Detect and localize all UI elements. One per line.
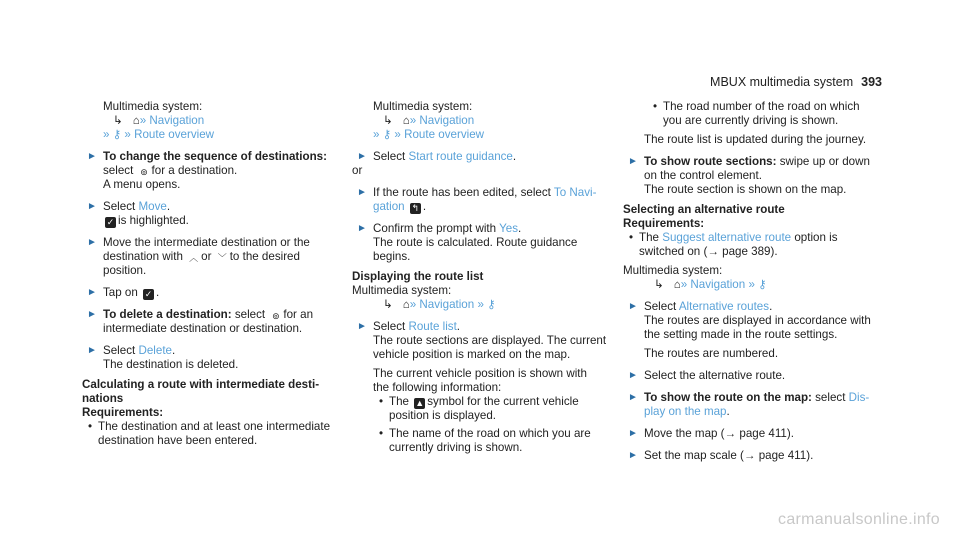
link-navigation[interactable]: Navigation [419, 114, 475, 127]
menu-path-1: ↳ ⌂» Navigation [383, 114, 475, 127]
section-heading-cont: nations [82, 392, 124, 405]
ms-label: Multimedia system: [373, 100, 473, 113]
home-icon: ⌂ [132, 114, 140, 127]
link-start-route-guidance[interactable]: Start route guidance [408, 150, 513, 163]
step-change-sequence: ► To change the sequence of destinations: select ⊚ for a destination. A menu opens. [87, 150, 327, 191]
check-icon: ✓ [106, 217, 115, 227]
ms-label: Multimedia system: [103, 100, 203, 113]
link-move[interactable]: Move [138, 200, 167, 213]
step-tap-on: ► Tap on ✓ . [87, 286, 160, 299]
info-item: • The road number of the road on which you are currently driving is shown. [653, 100, 893, 128]
see-arrow-icon: → [724, 427, 737, 440]
chevron-up-icon: ︿ [189, 253, 199, 263]
menu-path-2 [352, 128, 620, 142]
dropdown-icon: ⊚ [140, 167, 148, 177]
link-route-list[interactable]: Route list [408, 320, 457, 333]
step-select-move: ► Select Move. ✓ is highlighted. [87, 200, 189, 227]
route-icon: ⚷ [112, 128, 122, 141]
section-heading: Displaying the route list [352, 270, 484, 283]
section-heading: Calculating a route with intermediate desti- [82, 378, 320, 391]
step-select-delete: ► Select Delete. The destination is deleted. [87, 344, 239, 371]
step-arrow-icon: ► [357, 321, 367, 332]
link-display-on-map[interactable]: Dis- [848, 391, 870, 404]
step-arrow-icon: ► [87, 151, 97, 162]
route-icon: ⚷ [487, 298, 496, 311]
home-icon: ⌂ [402, 114, 410, 127]
step-arrow-icon: ► [357, 151, 367, 162]
step-show-sections: ► To show route sections: swipe up or down on the control element. The route section is shown on the map. [628, 155, 870, 196]
watermark: carmanualsonline.info [778, 511, 940, 528]
link-suggest-alternative-route[interactable]: Suggest alternative route [662, 231, 792, 244]
vehicle-position-icon: ▲ [415, 398, 425, 408]
link-to-navigation[interactable]: To Navi- [553, 186, 597, 199]
link-alternative-routes[interactable]: Alternative routes [678, 300, 770, 313]
step-map-scale: ► Set the map scale (→ page 411). [628, 449, 814, 462]
forward-icon: » [139, 114, 147, 127]
body-text: The route list is updated during the journey. [644, 133, 867, 146]
info-item: • The ▲ symbol for the current vehicle position is displayed. [379, 395, 620, 423]
forward-icon: » [680, 278, 688, 291]
step-show-on-map: ► To show the route on the map: select Dis- play on the map. [628, 391, 870, 418]
step-arrow-icon: ► [628, 450, 638, 461]
step-confirm: ► Confirm the prompt with Yes. The route is calculated. Route guidance begins. [357, 222, 578, 263]
see-arrow-icon: → [707, 245, 719, 258]
menu-path-2 [82, 128, 344, 142]
link-yes[interactable]: Yes [499, 222, 519, 235]
forward-icon: » [477, 298, 484, 311]
see-arrow-icon: → [743, 449, 756, 462]
step-arrow-icon: ► [628, 428, 638, 439]
step-arrow-icon: ► [87, 345, 97, 356]
requirement-item: • The Suggest alternative route option is switched on (→ page 389). [629, 231, 893, 259]
forward-icon: » [409, 298, 417, 311]
step-arrow-icon: ► [357, 187, 367, 198]
ms-label: Multimedia system: [623, 264, 723, 277]
step-route-list: ► Select Route list. The route sections are displayed. The current vehicle position is marked on the map. The current vehicle position is shown with the following information: • The ▲ symbol for the current vehicle position is displayed. • The name of the road on which you are currently driving is shown. [352, 320, 620, 455]
route-icon: ⚷ [758, 278, 767, 291]
home-icon: ⌂ [673, 278, 681, 291]
step-arrow-icon: ► [87, 287, 97, 298]
column-3 [623, 100, 893, 463]
step-arrow-icon: ► [628, 392, 638, 403]
ms-label: Multimedia system: [352, 284, 452, 297]
column-2 [352, 100, 620, 455]
or-label: or [352, 164, 363, 177]
menu-path: ↳ ⌂» Navigation » ⚷ [654, 278, 767, 291]
forward-icon: » [373, 128, 380, 141]
page-header [710, 75, 882, 89]
requirements-label: Requirements: [623, 217, 705, 230]
step-arrow-icon: ► [87, 201, 97, 212]
requirement-item: • The destination and at least one intermediate destination have been entered. [88, 420, 344, 448]
section-heading: Selecting an alternative route [623, 203, 785, 216]
step-arrow-icon: ► [87, 237, 97, 248]
menu-path-3: ↳ ⌂» Navigation » ⚷ [383, 298, 496, 311]
step-to-navigation: ► If the route has been edited, select To Navi- gation ↰ . [357, 186, 597, 213]
step-arrow-icon: ► [628, 156, 638, 167]
link-navigation[interactable]: Navigation [419, 298, 475, 311]
step-move-destination: ► Move the intermediate destination or the destination with ︿ or ﹀ to the desired position. [87, 236, 310, 277]
step-start-guidance: ► Select Start route guidance. [357, 150, 517, 163]
forward-icon: » [394, 128, 401, 141]
link-route-overview[interactable]: Route overview [404, 128, 485, 141]
step-arrow-icon: ► [628, 301, 638, 312]
step-arrow-icon: ► [628, 370, 638, 381]
link-navigation[interactable]: Navigation [149, 114, 205, 127]
step-alternative-routes: ► Select Alternative routes. The routes are displayed in accordance with the setting made in the route settings. The routes are numbered. [628, 300, 871, 360]
forward-icon: » [124, 128, 131, 141]
column-1 [82, 100, 344, 448]
menu-path-1: ↳ ⌂» Navigation [113, 114, 205, 127]
link-delete[interactable]: Delete [138, 344, 172, 357]
route-icon: ⚷ [382, 128, 392, 141]
step-arrow-icon: ► [87, 309, 97, 320]
link-navigation[interactable]: Navigation [690, 278, 746, 291]
step-move-map: ► Move the map (→ page 411). [628, 427, 794, 440]
requirements-label: Requirements: [82, 406, 164, 419]
home-icon: ⌂ [402, 298, 410, 311]
link-route-overview[interactable]: Route overview [134, 128, 215, 141]
page-number: 393 [861, 75, 882, 89]
forward-icon: » [103, 128, 110, 141]
dropdown-icon: ⊚ [272, 311, 280, 321]
chevron-down-icon: ﹀ [217, 253, 227, 263]
back-arrow-icon: ↰ [411, 203, 420, 213]
check-icon: ✓ [144, 289, 153, 299]
header-title: MBUX multimedia system [710, 75, 854, 89]
step-delete-destination: ► To delete a destination: select ⊚ for an intermediate destination or destination. [87, 308, 314, 335]
forward-icon: » [748, 278, 755, 291]
step-select-alternative: ► Select the alternative route. [628, 369, 786, 382]
info-item: • The name of the road on which you are currently driving is shown. [379, 427, 620, 455]
step-arrow-icon: ► [357, 223, 367, 234]
forward-icon: » [409, 114, 417, 127]
